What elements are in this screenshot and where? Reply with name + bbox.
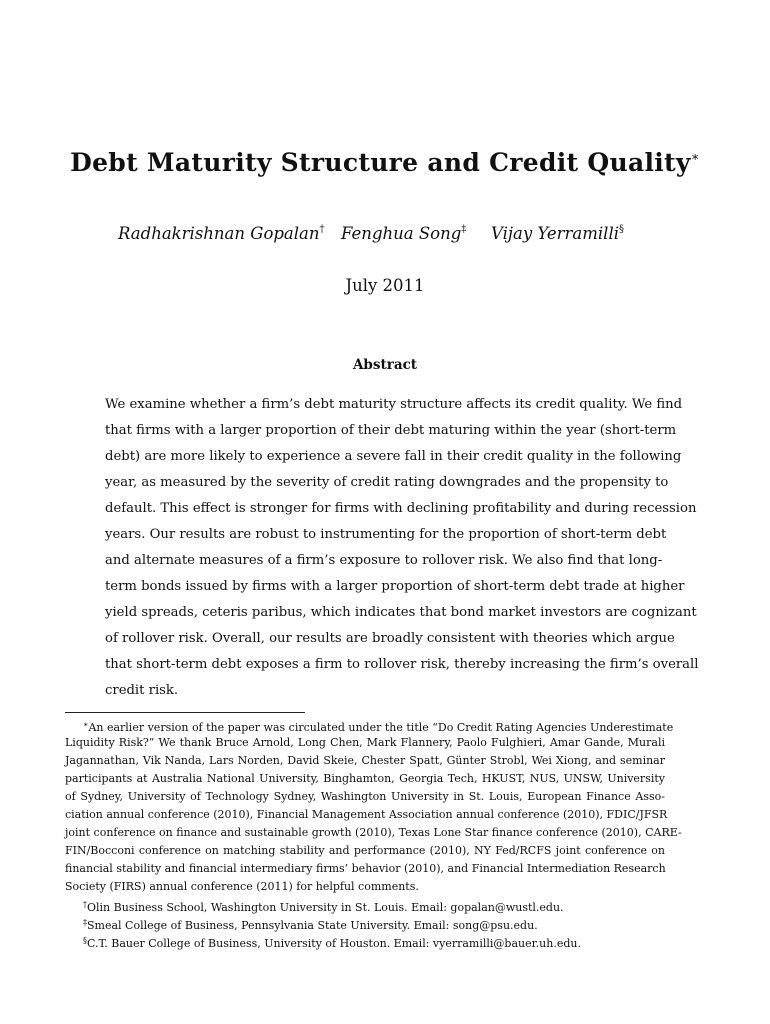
author-name: Fenghua Song bbox=[341, 224, 462, 243]
footnote-double-dagger bbox=[83, 915, 538, 934]
abstract-line: credit risk. bbox=[105, 683, 179, 698]
footnote-star-line: of Sydney, University of Technology Sydney, Washington University in St. Louis, European Finance Asso- bbox=[65, 790, 665, 803]
footnote-star-line: Jagannathan, Vik Nanda, Lars Norden, David Skeie, Chester Spatt, Günter Strobl, Wei Xiong, and seminar bbox=[65, 754, 665, 767]
author-song bbox=[341, 224, 466, 243]
footnote-text: C.T. Bauer College of Business, University of Houston. Email: vyerramilli@bauer.uh.edu. bbox=[87, 937, 581, 950]
footnote-mark: ‡ bbox=[83, 918, 87, 927]
publication-date: July 2011 bbox=[345, 276, 425, 295]
footnote-mark: ∗ bbox=[83, 720, 89, 729]
footnote-text: Smeal College of Business, Pennsylvania State University. Email: song@psu.edu. bbox=[87, 919, 538, 932]
footnote-star-line: ciation annual conference (2010), Financial Management Association annual conference (2010), FDIC/JFSR bbox=[65, 808, 668, 821]
footnote-text: An earlier version of the paper was circulated under the title “Do Credit Rating Agencies Underestimate bbox=[88, 721, 674, 734]
abstract-line: term bonds issued by firms with a larger proportion of short-term debt trade at higher bbox=[105, 579, 685, 594]
footnote-star-line: Society (FIRS) annual conference (2011) for helpful comments. bbox=[65, 880, 419, 893]
footnote-star-line bbox=[83, 717, 674, 736]
footnote-star-line: financial stability and financial intermediary firms’ behavior (2010), and Financial Intermediation Research bbox=[65, 862, 666, 875]
footnote-star-line: FIN/Bocconi conference on matching stability and performance (2010), NY Fed/RCFS joint conference on bbox=[65, 844, 665, 857]
author-footnote-mark: † bbox=[319, 224, 325, 235]
abstract-line: debt) are more likely to experience a severe fall in their credit quality in the following bbox=[105, 449, 682, 464]
footnote-text: Olin Business School, Washington University in St. Louis. Email: gopalan@wustl.edu. bbox=[87, 901, 564, 914]
author-name: Radhakrishnan Gopalan bbox=[118, 224, 320, 243]
paper-title bbox=[0, 148, 770, 177]
abstract-line: that firms with a larger proportion of their debt maturing within the year (short-term bbox=[105, 423, 677, 438]
title-text: Debt Maturity Structure and Credit Quality bbox=[70, 148, 691, 177]
abstract-line: that short-term debt exposes a firm to rollover risk, thereby increasing the firm’s overall bbox=[105, 657, 699, 672]
title-footnote-mark: ∗ bbox=[690, 150, 700, 165]
footnote-mark: † bbox=[83, 900, 87, 909]
author-footnote-mark: § bbox=[619, 224, 625, 235]
footnote-star-line: participants at Australia National University, Binghamton, Georgia Tech, HKUST, NUS, UNSW, University bbox=[65, 772, 665, 785]
author-gopalan bbox=[118, 224, 325, 243]
footnote-star-line: Liquidity Risk?” We thank Bruce Arnold, Long Chen, Mark Flannery, Paolo Fulghieri, Amar Gande, Murali bbox=[65, 736, 665, 749]
author-yerramilli bbox=[491, 224, 624, 243]
footnote-mark: § bbox=[83, 936, 87, 945]
abstract-line: of rollover risk. Overall, our results are broadly consistent with theories which argue bbox=[105, 631, 675, 646]
footnote-section bbox=[83, 933, 581, 952]
footnote-dagger bbox=[83, 897, 564, 916]
author-name: Vijay Yerramilli bbox=[491, 224, 620, 243]
footnote-rule bbox=[65, 712, 305, 713]
abstract-heading: Abstract bbox=[352, 357, 418, 373]
abstract-line: year, as measured by the severity of credit rating downgrades and the propensity to bbox=[105, 475, 669, 490]
abstract-line: years. Our results are robust to instrumenting for the proportion of short-term debt bbox=[105, 527, 667, 542]
abstract-line: and alternate measures of a firm’s exposure to rollover risk. We also find that long- bbox=[105, 553, 663, 568]
footnote-star-line: joint conference on finance and sustainable growth (2010), Texas Lone Star finance conference (2010), CARE- bbox=[65, 826, 682, 839]
author-footnote-mark: ‡ bbox=[461, 224, 467, 235]
abstract-line: We examine whether a firm’s debt maturity structure affects its credit quality. We find bbox=[105, 397, 683, 412]
abstract-line: default. This effect is stronger for firms with declining profitability and during recession bbox=[105, 501, 697, 516]
abstract-line: yield spreads, ceteris paribus, which indicates that bond market investors are cognizant bbox=[105, 605, 697, 620]
